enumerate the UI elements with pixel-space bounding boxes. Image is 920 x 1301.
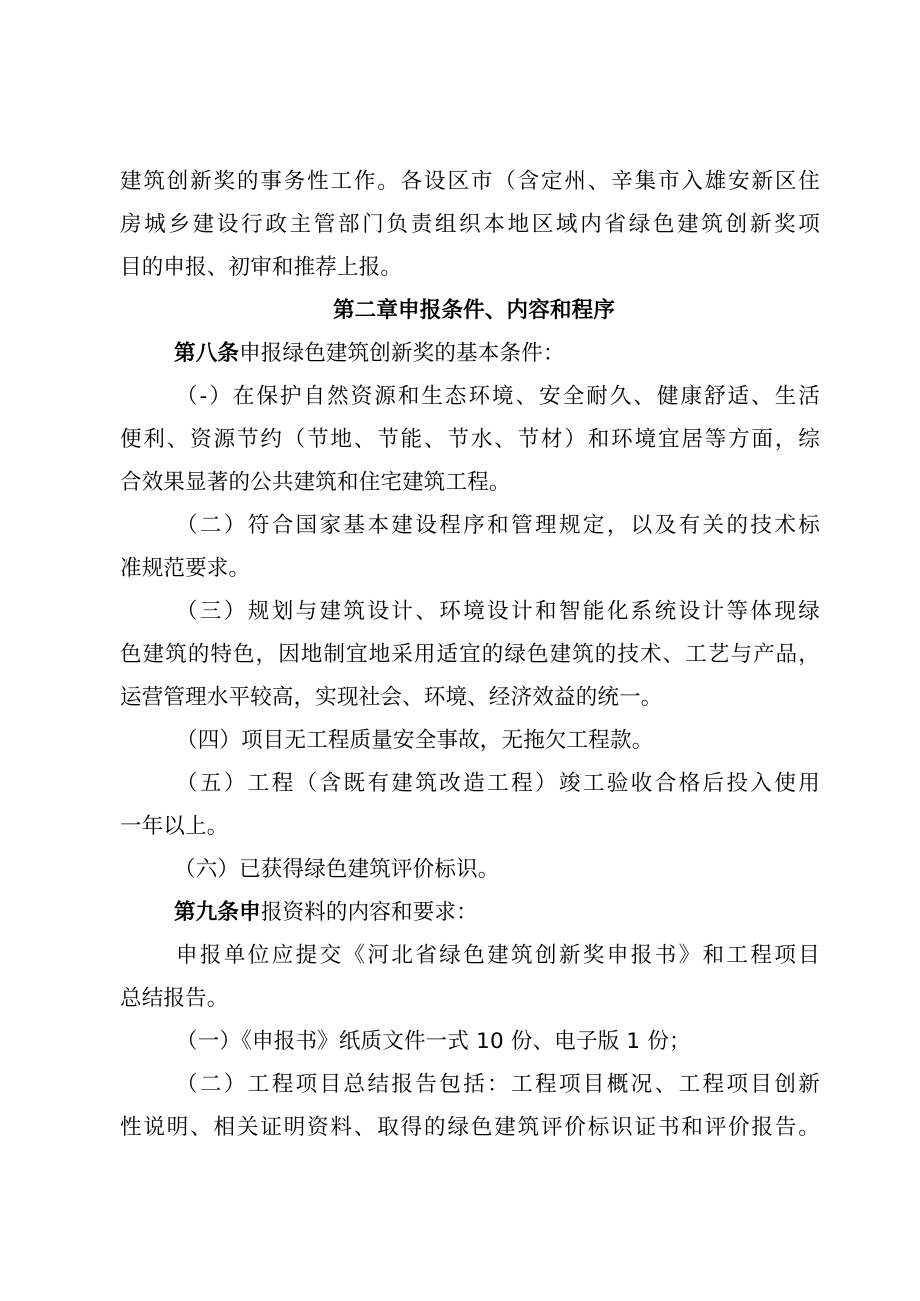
intro-line-3: 目的申报、初审和推荐上报。 — [120, 255, 403, 280]
requirement-2-line-2: 性说明、相关证明资料、取得的绿色建筑评价标识证书和评价报告。 — [120, 1115, 820, 1140]
item-5-line-1: （五）工程（含既有建筑改造工程）竣工验收合格后投入使用 — [176, 771, 820, 796]
article-8 — [120, 332, 820, 375]
item-5-line-2: 一年以上。 — [120, 814, 229, 839]
item-2-line-2: 准规范要求。 — [120, 556, 251, 581]
article-9-text: 报资料的内容和要求： — [260, 900, 478, 925]
item-3-line-1: （三）规划与建筑设计、环境设计和智能化系统设计等体现绿 — [176, 599, 820, 624]
item-4: （四）项目无工程质量安全事故，无拖欠工程款。 — [176, 728, 654, 753]
article-8-label: 第八条 — [174, 341, 240, 366]
article-9-label: 第九条申 — [174, 900, 261, 925]
item-3-line-2: 色建筑的特色，因地制宜地采用适宜的绿色建筑的技术、工艺与产品， — [120, 642, 820, 667]
item-2-line-1: （二）符合国家基本建设程序和管理规定，以及有关的技术标 — [176, 513, 820, 538]
submit-line-2: 总结报告。 — [120, 986, 229, 1011]
article-8-text: 申报绿色建筑创新奖的基本条件： — [239, 341, 565, 366]
requirement-1: （一）《申报书》纸质文件一式 10 份、电子版 1 份； — [176, 1029, 691, 1054]
item-1-line-3: 合效果显著的公共建筑和住宅建筑工程。 — [120, 470, 511, 495]
chapter-title: 第二章申报条件、内容和程序 — [332, 298, 616, 323]
item-1-line-2: 便利、资源节约（节地、节能、节水、节材）和环境宜居等方面，综 — [120, 427, 820, 452]
item-1-line-1: （-）在保护自然资源和生态环境、安全耐久、健康舒适、生活 — [176, 384, 820, 409]
intro-line-1: 建筑创新奖的事务性工作。各设区市（含定州、辛集市入雄安新区住 — [120, 169, 820, 194]
requirement-2-line-1: （二）工程项目总结报告包括：工程项目概况、工程项目创新 — [176, 1072, 820, 1097]
intro-line-2: 房城乡建设行政主管部门负责组织本地区域内省绿色建筑创新奖项 — [120, 212, 820, 237]
item-3-line-3: 运营管理水平较高，实现社会、环境、经济效益的统一。 — [120, 685, 663, 710]
item-6: （六）已获得绿色建筑评价标识。 — [174, 857, 500, 882]
article-9 — [120, 891, 820, 934]
document-body — [120, 160, 820, 1149]
submit-line-1: 申报单位应提交《河北省绿色建筑创新奖申报书》和工程项目 — [176, 943, 820, 968]
